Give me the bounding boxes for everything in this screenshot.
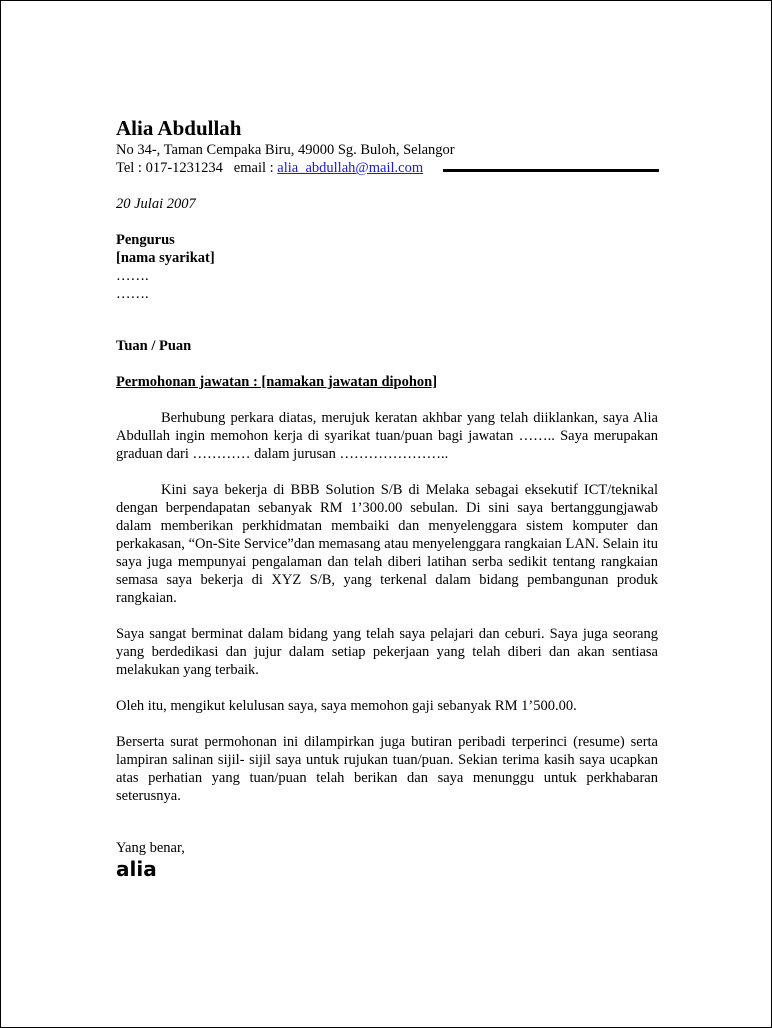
sender-address: No 34-, Taman Cempaka Biru, 49000 Sg. Buloh, Selangor <box>116 142 455 158</box>
salutation: Tuan / Puan <box>116 338 192 354</box>
recipient-address-line-1: ……. <box>116 268 149 284</box>
header-rule <box>443 169 659 172</box>
recipient-address-line-2: ……. <box>116 286 149 302</box>
email-link[interactable]: alia_abdullah@mail.com <box>277 160 424 176</box>
recipient-block <box>116 231 658 303</box>
recipient-company: [nama syarikat] <box>116 250 215 266</box>
paragraph-salary: Oleh itu, mengikut kelulusan saya, saya memohon gaji sebanyak RM 1’500.00. <box>116 698 577 714</box>
paragraph-intro: Berhubung perkara diatas, merujuk keratan akhbar yang telah diiklankan, saya Alia Abdullah ingin memohon kerja di syarikat tuan/puan bagi jawatan …….. Saya merupakan graduan dari ………… dalam jurusan ………………….. <box>116 410 658 462</box>
sender-name: Alia Abdullah <box>116 116 242 140</box>
signature: alia <box>116 857 157 881</box>
letter-body <box>116 115 658 881</box>
paragraph-experience: Kini saya bekerja di BBB Solution S/B di Melaka sebagai eksekutif ICT/teknikal dengan berpendapatan sebanyak RM 1’300.00 sebulan. Di sini saya bertanggungjawab dalam memberikan perkhidmatan membaiki dan menyelenggara sistem komputer dan perkakasan, “On-Site Service”dan memasang atau menyelenggara rangkaian LAN. Selain itu saya juga mempunyai pengalaman dan telah diberi latihan serba sedikit tentang rangkaian semasa saya bekerja di XYZ S/B, yang terkenal dalam bidang pembangunan produk rangkaian. <box>116 482 658 606</box>
paragraph-interest: Saya sangat berminat dalam bidang yang telah saya pelajari dan ceburi. Saya juga seorang yang berdedikasi dan jujur dalam setiap pekerjaan yang telah diberi dan akan sentiasa melakukan yang terbaik. <box>116 626 658 678</box>
letter-date: 20 Julai 2007 <box>116 196 196 212</box>
letter-subject: Permohonan jawatan : [namakan jawatan dipohon] <box>116 374 438 390</box>
tel-email-label: Tel : 017-1231234 email : <box>116 160 278 176</box>
sender-contact <box>116 159 658 177</box>
paragraph-attachments: Berserta surat permohonan ini dilampirkan juga butiran peribadi terperinci (resume) serta lampiran salinan sijil- sijil saya untuk rujukan tuan/puan. Sekian terima kasih saya ucapkan atas perhatian yang tuan/puan telah berikan dan saya menunggu untuk perkhabaran seterusnya. <box>116 734 658 804</box>
closing-phrase: Yang benar, <box>116 840 185 856</box>
recipient-title: Pengurus <box>116 232 175 248</box>
